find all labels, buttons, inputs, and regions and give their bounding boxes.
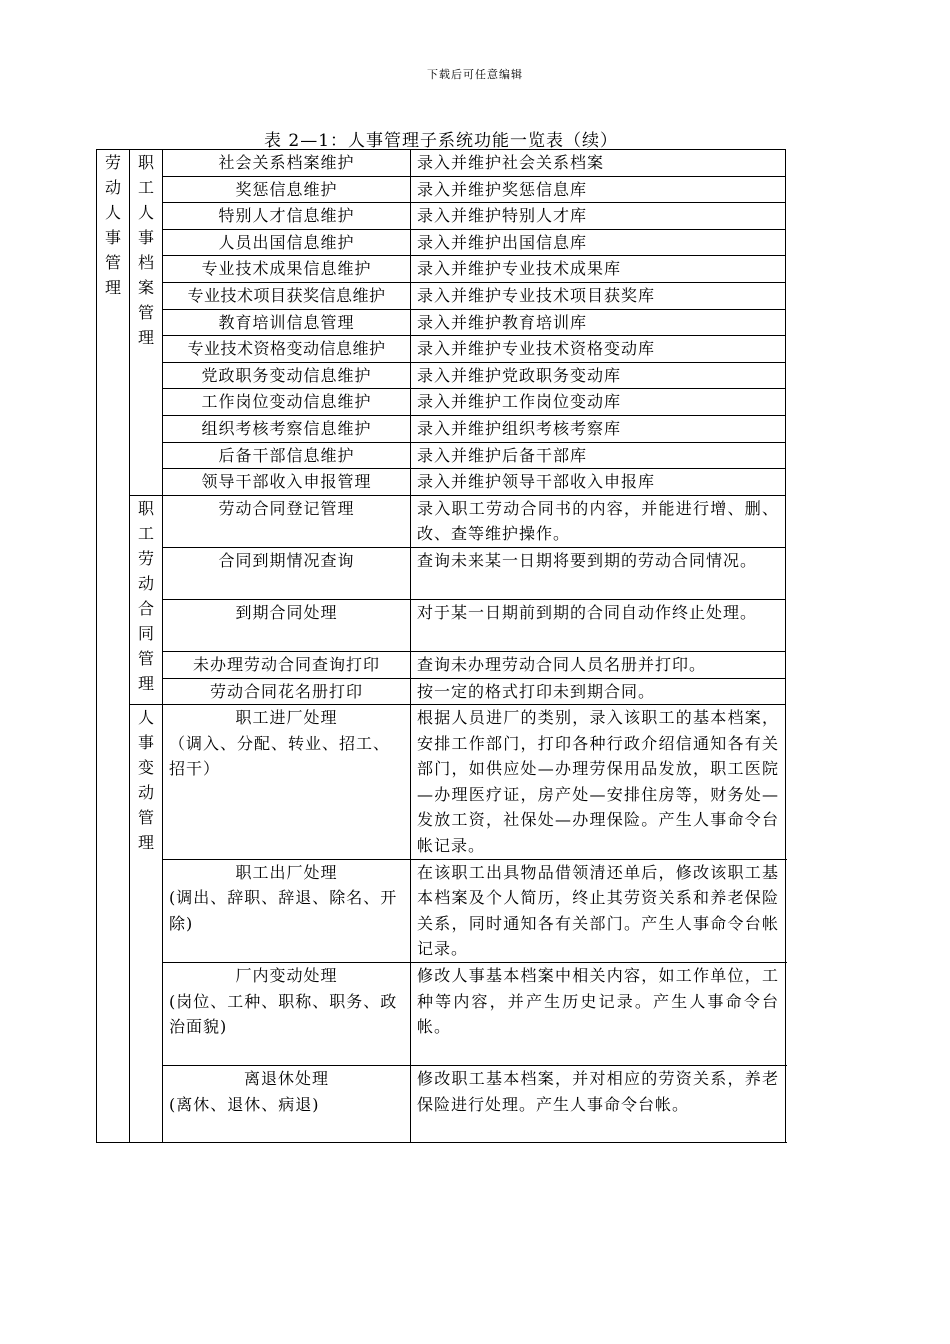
table-row [97,495,786,547]
description-cell: 修改人事基本档案中相关内容，如工作单位，工种等内容，并产生历史记录。产生人事命令台帐。 [411,963,786,1066]
header-note: 下载后可任意编辑 [427,68,523,81]
description-cell: 录入并维护领导干部收入申报库 [411,469,786,496]
description-cell: 根据人员进厂的类别，录入该职工的基本档案，安排工作部门，打印各种行政介绍信通知各有关部门，如供应处—办理劳保用品发放，职工医院—办理医疗证，房产处—安排住房等，财务处—发放工资，社保处—办理保险。产生人事命令台帐记录。 [411,705,786,860]
table-row [97,705,786,860]
table-row [97,678,786,705]
description-cell: 修改职工基本档案，并对相应的劳资关系，养老保险进行处理。产生人事命令台帐。 [411,1066,786,1143]
top-category-cell [97,150,130,1143]
table-row [97,469,786,496]
table-row [97,176,786,203]
function-table [96,149,786,1143]
function-cell [163,1066,411,1143]
function-cell: 专业技术项目获奖信息维护 [163,282,411,309]
function-cell: 工作岗位变动信息维护 [163,389,411,416]
table-row [97,442,786,469]
function-cell: 党政职务变动信息维护 [163,362,411,389]
function-detail: （调入、分配、转业、招工、招干） [169,733,391,779]
function-detail: (岗位、工种、职称、职务、政治面貌) [169,991,398,1037]
function-cell: 专业技术资格变动信息维护 [163,336,411,363]
table-row [97,415,786,442]
description-cell: 录入并维护教育培训库 [411,309,786,336]
table-row [97,963,786,1066]
function-cell [163,859,411,962]
description-cell: 查询未办理劳动合同人员名册并打印。 [411,651,786,678]
description-cell: 按一定的格式打印未到期合同。 [411,678,786,705]
description-cell: 录入并维护专业技术资格变动库 [411,336,786,363]
function-cell: 教育培训信息管理 [163,309,411,336]
description-cell: 查询未来某一日期将要到期的劳动合同情况。 [411,547,786,599]
section-title-contract: 职工劳动合同管理 [137,498,154,693]
description-cell: 录入并维护特别人才库 [411,203,786,230]
function-cell: 劳动合同花名册打印 [163,678,411,705]
table-caption: 表 2—1：人事管理子系统功能一览表（续） [263,131,619,151]
section-title-cell [130,495,163,704]
function-cell: 后备干部信息维护 [163,442,411,469]
table-row [97,150,786,177]
table-row [97,859,786,962]
description-cell: 录入并维护党政职务变动库 [411,362,786,389]
function-name: 厂内变动处理 [235,966,338,986]
top-category-label: 劳动人事管理 [104,153,121,297]
section-title-cell [130,150,163,496]
table-row [97,336,786,363]
function-cell: 合同到期情况查询 [163,547,411,599]
table-row [97,256,786,283]
description-cell: 对于某一日期前到期的合同自动作终止处理。 [411,599,786,651]
function-cell: 奖惩信息维护 [163,176,411,203]
function-cell [163,705,411,860]
description-cell: 在该职工出具物品借领清还单后，修改该职工基本档案及个人简历，终止其劳资关系和养老保险关系，同时通知各有关部门。产生人事命令台帐记录。 [411,859,786,962]
function-cell: 到期合同处理 [163,599,411,651]
table-row [97,599,786,651]
description-cell: 录入并维护出国信息库 [411,229,786,256]
description-cell: 录入并维护社会关系档案 [411,150,786,177]
description-cell: 录入并维护工作岗位变动库 [411,389,786,416]
function-cell: 特别人才信息维护 [163,203,411,230]
table-row [97,282,786,309]
function-cell: 社会关系档案维护 [163,150,411,177]
function-cell: 领导干部收入申报管理 [163,469,411,496]
description-cell: 录入并维护奖惩信息库 [411,176,786,203]
function-cell: 人员出国信息维护 [163,229,411,256]
function-name: 职工进厂处理 [235,708,338,728]
table-row [97,229,786,256]
table-row [97,651,786,678]
table-row [97,362,786,389]
description-cell: 录入并维护后备干部库 [411,442,786,469]
description-cell: 录入职工劳动合同书的内容，并能进行增、删、改、查等维护操作。 [411,495,786,547]
section-title-change: 人事变动管理 [137,708,154,853]
table-row [97,547,786,599]
function-cell: 组织考核考察信息维护 [163,415,411,442]
description-cell: 录入并维护专业技术成果库 [411,256,786,283]
section-title-archive: 职工人事档案管理 [137,153,154,347]
description-cell: 录入并维护专业技术项目获奖库 [411,282,786,309]
table-row [97,309,786,336]
section-title-cell [130,705,163,1143]
function-cell: 专业技术成果信息维护 [163,256,411,283]
table-row [97,1066,786,1143]
function-detail: (离休、退休、病退) [169,1094,320,1114]
description-cell: 录入并维护组织考核考察库 [411,415,786,442]
function-cell [163,963,411,1066]
function-name: 离退休处理 [244,1069,330,1089]
table-row [97,389,786,416]
function-cell: 未办理劳动合同查询打印 [163,651,411,678]
function-name: 职工出厂处理 [235,862,338,882]
function-detail: (调出、辞职、辞退、除名、开除) [169,888,398,933]
function-cell: 劳动合同登记管理 [163,495,411,547]
table-row [97,203,786,230]
